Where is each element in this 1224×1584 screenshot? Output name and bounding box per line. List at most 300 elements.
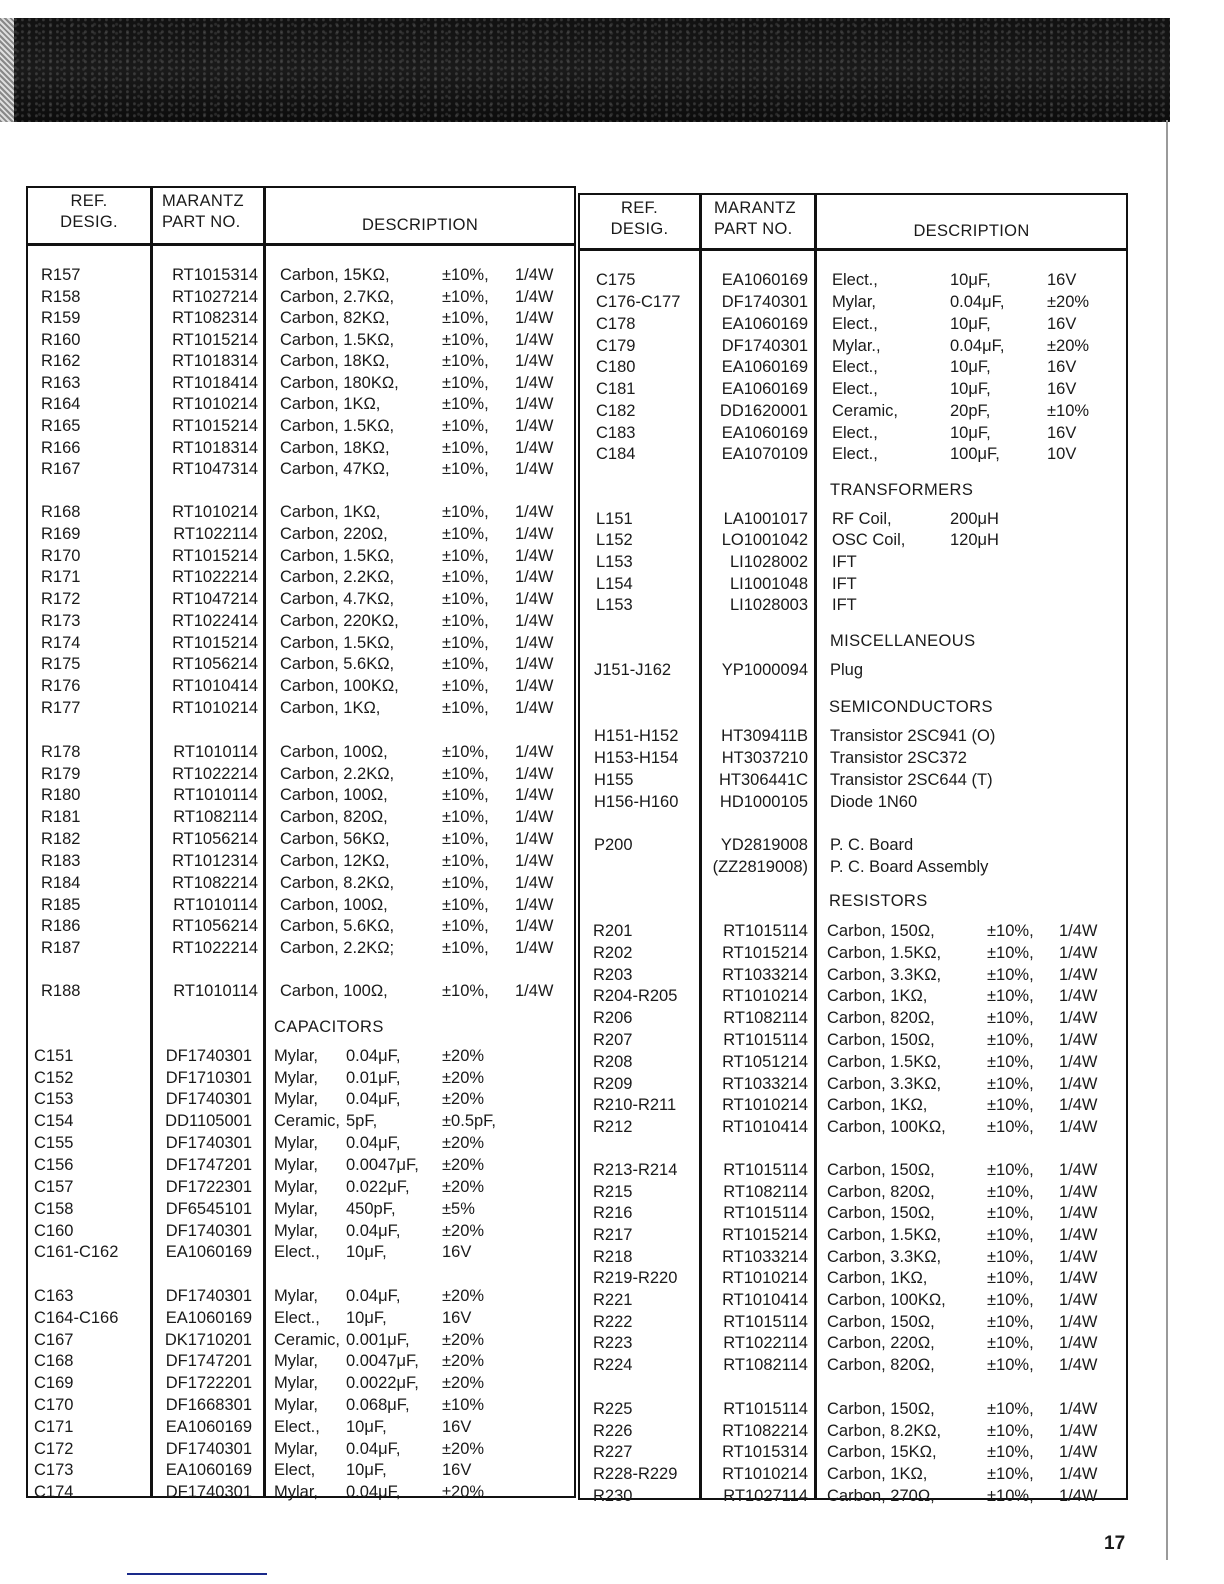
ref-desig: R186 <box>41 917 81 935</box>
tolerance: ±10%, <box>442 699 489 717</box>
ref-desig: H151-H152 <box>594 727 679 745</box>
rating: ±5% <box>442 1200 475 1218</box>
table-row <box>580 335 1126 357</box>
table-row <box>580 659 1126 681</box>
tolerance: ±10%, <box>442 830 489 848</box>
page-number: 17 <box>1104 1533 1126 1554</box>
description: Transistor 2SC372 <box>830 749 967 767</box>
part-number: RT1015114 <box>723 922 808 940</box>
rating: ±20% <box>442 1090 485 1108</box>
table-row <box>580 551 1126 573</box>
description: Carbon, 2.2KΩ, <box>280 765 395 783</box>
part-number: DF1740301 <box>165 1222 252 1240</box>
wattage: 1/4W <box>1059 1075 1098 1093</box>
rating: ±20% <box>442 1331 485 1349</box>
value: 10μF, <box>950 380 991 398</box>
table-row <box>28 1045 574 1067</box>
description: Carbon, 1KΩ, <box>827 1465 928 1483</box>
table-row <box>28 1132 574 1154</box>
wattage: 1/4W <box>515 830 554 848</box>
value: 0.04μF, <box>950 337 1005 355</box>
ref-desig: R208 <box>593 1053 633 1071</box>
description: Carbon, 100KΩ, <box>280 677 399 695</box>
ref-desig: R215 <box>593 1183 633 1201</box>
description: Carbon, 1KΩ, <box>280 395 381 413</box>
description-type: IFT <box>832 553 857 571</box>
part-number: DF1710301 <box>165 1069 252 1087</box>
part-number: RT1010114 <box>173 786 258 804</box>
wattage: 1/4W <box>515 917 554 935</box>
part-number: RT1010414 <box>172 677 258 695</box>
tolerance: ±10%, <box>987 1443 1034 1461</box>
table-row <box>580 1441 1126 1463</box>
part-number: EA1060169 <box>165 1461 252 1479</box>
value: 0.04μF, <box>950 293 1005 311</box>
part-number: RT1033214 <box>722 966 808 984</box>
description-type: Mylar, <box>274 1440 319 1458</box>
part-number: RT1082214 <box>172 874 258 892</box>
table-row <box>28 980 574 1002</box>
part-number: RT1022414 <box>172 612 258 630</box>
ref-desig: R187 <box>41 939 81 957</box>
value: 0.04μF, <box>346 1090 401 1108</box>
table-row <box>28 545 574 567</box>
ref-desig: R183 <box>41 852 81 870</box>
header-ref-line2: DESIG. <box>610 220 669 238</box>
part-number: RT1010114 <box>173 743 258 761</box>
table-row <box>28 329 574 351</box>
part-number: EA1060169 <box>721 271 808 289</box>
rating: ±20% <box>442 1483 485 1501</box>
description: Carbon, 1.5KΩ, <box>280 331 395 349</box>
description: Carbon, 100KΩ, <box>827 1291 946 1309</box>
wattage: 1/4W <box>1059 944 1098 962</box>
ref-desig: R212 <box>593 1118 633 1136</box>
table-row <box>28 1067 574 1089</box>
table-row <box>580 356 1126 378</box>
value: 0.0047μF, <box>346 1352 419 1370</box>
wattage: 1/4W <box>1059 1313 1098 1331</box>
ref-desig: H155 <box>594 771 634 789</box>
description-type: Mylar, <box>274 1222 319 1240</box>
part-number: RT1015114 <box>723 1313 808 1331</box>
description: Carbon, 8.2KΩ, <box>827 1422 942 1440</box>
description: Carbon, 150Ω, <box>827 1313 935 1331</box>
part-number: DF1740301 <box>165 1090 252 1108</box>
table-row <box>580 1224 1126 1246</box>
tolerance: ±10%, <box>442 395 489 413</box>
header-part-line2: PART NO. <box>714 220 793 238</box>
section-title-semiconductors: SEMICONDUCTORS <box>829 698 993 716</box>
tolerance: ±10%, <box>987 1009 1034 1027</box>
table-row <box>28 697 574 719</box>
description: Carbon, 820Ω, <box>280 808 388 826</box>
part-number: RT1047314 <box>172 460 258 478</box>
wattage: 1/4W <box>1059 1334 1098 1352</box>
tolerance: ±10%, <box>987 1248 1034 1266</box>
rating: ±20% <box>442 1178 485 1196</box>
description: Carbon, 1.5KΩ, <box>280 634 395 652</box>
tolerance: ±10%, <box>442 917 489 935</box>
rating: ±20% <box>1047 293 1090 311</box>
tolerance: ±10%, <box>442 503 489 521</box>
table-row <box>28 1285 574 1307</box>
value: 10μF, <box>346 1243 387 1261</box>
part-number: EA1060169 <box>165 1309 252 1327</box>
ref-desig: R188 <box>41 982 81 1000</box>
description: Carbon, 270Ω, <box>827 1487 935 1505</box>
tolerance: ±10%, <box>442 874 489 892</box>
part-number: RT1022114 <box>723 1334 808 1352</box>
section-title-transformers: TRANSFORMERS <box>830 481 974 499</box>
table-row <box>580 378 1126 400</box>
description-type: Mylar, <box>274 1200 319 1218</box>
rating: 16V <box>1047 380 1077 398</box>
wattage: 1/4W <box>515 677 554 695</box>
ref-desig: R210-R211 <box>593 1096 677 1114</box>
ref-desig: R230 <box>593 1487 633 1505</box>
tolerance: ±10%, <box>442 852 489 870</box>
table-row <box>580 791 1126 813</box>
part-number: RT1015214 <box>172 417 258 435</box>
part-number: DF1740301 <box>165 1440 252 1458</box>
description: Carbon, 150Ω, <box>827 1204 935 1222</box>
rating: ±20% <box>442 1069 485 1087</box>
table-row <box>580 1463 1126 1485</box>
wattage: 1/4W <box>1059 1204 1098 1222</box>
part-number: DF6545101 <box>165 1200 252 1218</box>
part-number: LA1001017 <box>723 510 808 528</box>
ref-desig: R167 <box>41 460 81 478</box>
ref-desig: R171 <box>41 568 81 586</box>
wattage: 1/4W <box>1059 1226 1098 1244</box>
table-row <box>28 350 574 372</box>
ref-desig: L152 <box>596 531 633 549</box>
part-number: LO1001042 <box>721 531 808 549</box>
ref-desig: R181 <box>41 808 81 826</box>
wattage: 1/4W <box>515 896 554 914</box>
value: 0.001μF, <box>346 1331 410 1349</box>
part-number: DF1740301 <box>721 337 808 355</box>
tolerance: ±10%, <box>442 765 489 783</box>
table-row <box>28 1241 574 1263</box>
description: Carbon, 100Ω, <box>280 743 388 761</box>
value: 10μF, <box>346 1309 387 1327</box>
ref-desig: C173 <box>34 1461 74 1479</box>
table-row <box>28 458 574 480</box>
tolerance: ±10%, <box>987 1465 1034 1483</box>
part-number: RT1015214 <box>722 1226 808 1244</box>
table-row <box>580 1094 1126 1116</box>
section-title-resistors: RESISTORS <box>829 892 928 910</box>
tolerance: ±10%, <box>987 1031 1034 1049</box>
header-part-line2: PART NO. <box>162 213 241 231</box>
ref-desig: C182 <box>596 402 636 420</box>
description: Carbon, 18KΩ, <box>280 352 390 370</box>
description: Carbon, 100Ω, <box>280 982 388 1000</box>
table-row <box>580 1354 1126 1376</box>
description: Carbon, 220KΩ, <box>280 612 399 630</box>
tolerance: ±10%, <box>987 944 1034 962</box>
tolerance: ±10%, <box>442 568 489 586</box>
part-number: DF1740301 <box>721 293 808 311</box>
table-row <box>28 264 574 286</box>
header-divider <box>580 248 1126 251</box>
tolerance: ±10%, <box>987 1053 1034 1071</box>
table-row <box>28 415 574 437</box>
ref-desig: C157 <box>34 1178 74 1196</box>
part-number: DF1740301 <box>165 1287 252 1305</box>
part-number: RT1015114 <box>723 1161 808 1179</box>
ref-desig: C154 <box>34 1112 74 1130</box>
value: 10μF, <box>346 1418 387 1436</box>
wattage: 1/4W <box>515 503 554 521</box>
rating: 16V <box>442 1309 472 1327</box>
description: Carbon, 100Ω, <box>280 896 388 914</box>
ref-desig: H153-H154 <box>594 749 679 767</box>
description: Carbon, 3.3KΩ, <box>827 1075 942 1093</box>
ref-desig: R157 <box>41 266 81 284</box>
description: Carbon, 15KΩ, <box>827 1443 937 1461</box>
description: Carbon, 180KΩ, <box>280 374 399 392</box>
wattage: 1/4W <box>515 309 554 327</box>
description-type: Mylar, <box>274 1090 319 1108</box>
part-number: RT1015314 <box>722 1443 808 1461</box>
tolerance: ±10%, <box>442 439 489 457</box>
description-type: Elect., <box>274 1243 320 1261</box>
value: 0.04μF, <box>346 1134 401 1152</box>
table-row <box>28 566 574 588</box>
rating: ±20% <box>442 1287 485 1305</box>
description-type: Mylar, <box>274 1047 319 1065</box>
parts-table-right <box>578 193 1128 1505</box>
ref-desig: C158 <box>34 1200 74 1218</box>
description: Transistor 2SC644 (T) <box>830 771 993 789</box>
value: 0.0047μF, <box>346 1156 419 1174</box>
ref-desig: L154 <box>596 575 633 593</box>
rating: 16V <box>1047 424 1077 442</box>
part-number: RT1015314 <box>172 266 258 284</box>
value: 5pF, <box>346 1112 378 1130</box>
description: Carbon, 1KΩ, <box>827 1096 928 1114</box>
table-row <box>580 313 1126 335</box>
table-row <box>28 1481 574 1503</box>
tolerance: ±10%, <box>442 417 489 435</box>
ref-desig: R166 <box>41 439 81 457</box>
description: Carbon, 18KΩ, <box>280 439 390 457</box>
value: 10μF, <box>346 1461 387 1479</box>
table-row <box>580 573 1126 595</box>
tolerance: ±10%, <box>987 1075 1034 1093</box>
tolerance: ±10%, <box>987 987 1034 1005</box>
table-row <box>28 1110 574 1132</box>
description-type: Mylar, <box>832 293 877 311</box>
table-row <box>28 393 574 415</box>
description: Carbon, 1.5KΩ, <box>827 1226 942 1244</box>
part-number: EA1060169 <box>165 1418 252 1436</box>
value: 10μF, <box>950 271 991 289</box>
wattage: 1/4W <box>515 568 554 586</box>
description: Carbon, 3.3KΩ, <box>827 966 942 984</box>
link-underline <box>127 1573 267 1575</box>
part-number: RT1010214 <box>722 987 808 1005</box>
value: 100μF, <box>950 445 1000 463</box>
table-row <box>28 653 574 675</box>
description: Carbon, 820Ω, <box>827 1183 935 1201</box>
ref-desig: R216 <box>593 1204 633 1222</box>
tolerance: ±10%, <box>442 896 489 914</box>
wattage: 1/4W <box>515 612 554 630</box>
header-part-no <box>162 191 244 233</box>
description-type: Ceramic, <box>274 1112 341 1130</box>
description: Carbon, 2.2KΩ, <box>280 568 395 586</box>
table-row <box>580 834 1126 856</box>
table-row <box>580 1181 1126 1203</box>
ref-desig: C179 <box>596 337 636 355</box>
description-type: Mylar, <box>274 1156 319 1174</box>
part-number: LI1028003 <box>730 596 808 614</box>
part-number: RT1012314 <box>172 852 258 870</box>
part-number: HT3037210 <box>721 749 808 767</box>
value: 0.022μF, <box>346 1178 410 1196</box>
description: Carbon, 3.3KΩ, <box>827 1248 942 1266</box>
wattage: 1/4W <box>515 547 554 565</box>
table-row <box>28 850 574 872</box>
wattage: 1/4W <box>1059 1248 1098 1266</box>
part-number: RT1022214 <box>172 939 258 957</box>
tolerance: ±10%, <box>442 309 489 327</box>
ref-desig: R168 <box>41 503 81 521</box>
table-row <box>580 942 1126 964</box>
description: Carbon, 100Ω, <box>280 786 388 804</box>
ref-desig: C168 <box>34 1352 74 1370</box>
tolerance: ±10%, <box>442 982 489 1000</box>
tolerance: ±10%, <box>442 547 489 565</box>
part-number: RT1010414 <box>722 1291 808 1309</box>
ref-desig: C163 <box>34 1287 74 1305</box>
part-number: RT1051214 <box>722 1053 808 1071</box>
tolerance: ±10%, <box>987 1313 1034 1331</box>
ref-desig: C161-C162 <box>34 1243 119 1261</box>
value: 0.04μF, <box>346 1047 401 1065</box>
ref-desig: R165 <box>41 417 81 435</box>
table-row <box>580 747 1126 769</box>
part-number: RT1082114 <box>173 808 258 826</box>
ref-desig: R223 <box>593 1334 633 1352</box>
description-type: Elect., <box>832 445 878 463</box>
ref-desig: C170 <box>34 1396 74 1414</box>
table-row <box>580 1332 1126 1354</box>
wattage: 1/4W <box>515 655 554 673</box>
ref-desig: J151-J162 <box>594 661 672 679</box>
part-number: EA1060169 <box>721 424 808 442</box>
ref-desig: R226 <box>593 1422 633 1440</box>
wattage: 1/4W <box>1059 1053 1098 1071</box>
description-type: Elect., <box>274 1418 320 1436</box>
part-number: RT1010214 <box>172 699 258 717</box>
part-number: RT1015214 <box>172 634 258 652</box>
ref-desig: C155 <box>34 1134 74 1152</box>
ref-desig: C184 <box>596 445 636 463</box>
description: P. C. Board Assembly <box>830 858 989 876</box>
ref-desig: C172 <box>34 1440 74 1458</box>
part-number: DD1105001 <box>165 1112 252 1130</box>
description: Carbon, 1KΩ, <box>827 1269 928 1287</box>
wattage: 1/4W <box>1059 1356 1098 1374</box>
description: Carbon, 150Ω, <box>827 922 935 940</box>
table-row <box>580 1029 1126 1051</box>
tolerance: ±10%, <box>987 1161 1034 1179</box>
header-part-line1: MARANTZ <box>714 199 796 217</box>
part-number: EA1060169 <box>165 1243 252 1261</box>
ref-desig: R175 <box>41 655 81 673</box>
wattage: 1/4W <box>1059 1161 1098 1179</box>
part-number: RT1015214 <box>172 331 258 349</box>
tolerance: ±10%, <box>987 966 1034 984</box>
table-row <box>28 806 574 828</box>
ref-desig: R179 <box>41 765 81 783</box>
part-number: RT1010214 <box>172 395 258 413</box>
part-number: RT1022214 <box>172 568 258 586</box>
ref-desig: C171 <box>34 1418 74 1436</box>
table-row <box>580 920 1126 942</box>
part-number: RT1082114 <box>723 1183 808 1201</box>
wattage: 1/4W <box>515 331 554 349</box>
description-type: Elect., <box>832 315 878 333</box>
ref-desig: R173 <box>41 612 81 630</box>
table-row <box>580 443 1126 465</box>
table-row <box>28 894 574 916</box>
table-row <box>580 508 1126 530</box>
description-type: Ceramic, <box>832 402 899 420</box>
ref-desig: C175 <box>596 271 636 289</box>
header-ref-desig <box>28 191 150 233</box>
description: Carbon, 2.7KΩ, <box>280 288 395 306</box>
table-row <box>28 1220 574 1242</box>
tolerance: ±10%, <box>987 922 1034 940</box>
rating: 16V <box>1047 271 1077 289</box>
part-number: (ZZ2819008) <box>712 858 808 876</box>
tolerance: ±10%, <box>442 786 489 804</box>
ref-desig: R204-R205 <box>593 987 678 1005</box>
value: 200μH <box>950 510 999 528</box>
description-type: RF Coil, <box>832 510 892 528</box>
table-row <box>28 1154 574 1176</box>
wattage: 1/4W <box>515 525 554 543</box>
ref-desig: L151 <box>596 510 633 528</box>
table-row <box>580 1398 1126 1420</box>
description-type: Mylar, <box>274 1352 319 1370</box>
tolerance: ±10%, <box>987 1422 1034 1440</box>
description-type: Mylar, <box>274 1069 319 1087</box>
table-row <box>28 1088 574 1110</box>
header-part-no <box>714 198 796 240</box>
value: 0.04μF, <box>346 1483 401 1501</box>
part-number: LI1001048 <box>730 575 808 593</box>
table-row <box>580 1246 1126 1268</box>
wattage: 1/4W <box>1059 1183 1098 1201</box>
header-description: DESCRIPTION <box>361 216 479 234</box>
rating: ±20% <box>442 1440 485 1458</box>
parts-table-left <box>26 186 576 1501</box>
ref-desig: C152 <box>34 1069 74 1087</box>
part-number: RT1056214 <box>172 655 258 673</box>
tolerance: ±10%, <box>987 1204 1034 1222</box>
part-number: RT1022214 <box>172 765 258 783</box>
wattage: 1/4W <box>515 634 554 652</box>
part-number: RT1010414 <box>722 1118 808 1136</box>
part-number: HT309411B <box>721 727 808 745</box>
